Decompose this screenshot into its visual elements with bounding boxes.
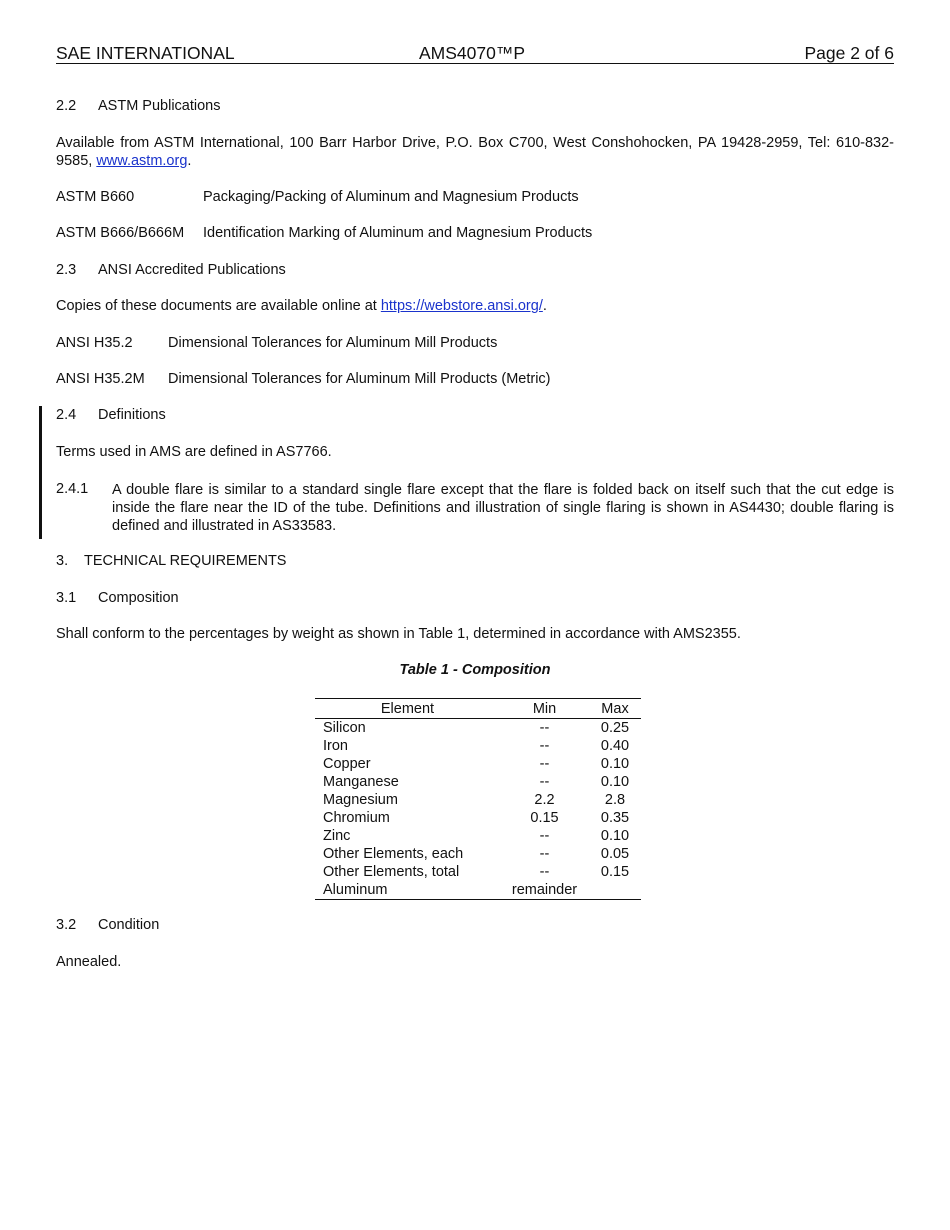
reference-ansi-h35-2m — [56, 371, 551, 387]
table-caption: Table 1 - Composition — [399, 662, 551, 678]
section-3-heading — [56, 553, 287, 569]
header-page-number: Page 2 of 6 — [804, 43, 894, 63]
reference-title: Dimensional Tolerances for Aluminum Mill Products — [168, 335, 498, 351]
table-row — [315, 881, 641, 900]
section-title: Definitions — [98, 407, 166, 423]
table-row — [315, 719, 641, 738]
cell-max: 2.8 — [604, 792, 626, 808]
cell-element: Copper — [323, 756, 371, 772]
column-header-min: Min — [500, 699, 589, 719]
cell-max: 0.10 — [600, 828, 630, 844]
table-row — [315, 827, 641, 845]
cell-element: Chromium — [323, 810, 390, 826]
availability-text: Available from ASTM International, 100 Barr Harbor Drive, P.O. Box C700, West Conshohocken, PA 19428-2959, Tel: 610-832-9585, — [56, 135, 894, 169]
cell-max — [589, 881, 641, 900]
cell-min: -- — [539, 774, 550, 790]
cell-element: Manganese — [323, 774, 399, 790]
cell-max: 0.40 — [600, 738, 630, 754]
subsection-2-4-1-number: 2.4.1 — [56, 481, 89, 497]
cell-min: remainder — [500, 881, 589, 900]
header-doc-id: AMS4070™P — [419, 43, 526, 63]
cell-element: Other Elements, each — [323, 846, 464, 862]
section-title: Composition — [98, 590, 179, 606]
reference-ansi-h35-2 — [56, 335, 498, 351]
reference-code: ANSI H35.2 — [56, 335, 133, 351]
cell-element: Other Elements, total — [323, 864, 460, 880]
section-number: 2.4 — [56, 407, 77, 423]
reference-title: Dimensional Tolerances for Aluminum Mill Products (Metric) — [168, 371, 551, 387]
section-2-3-heading — [56, 262, 286, 278]
cell-max: 0.10 — [600, 774, 630, 790]
section-number: 2.3 — [56, 262, 77, 278]
cell-min: -- — [539, 828, 550, 844]
section-title: TECHNICAL REQUIREMENTS — [84, 553, 287, 569]
cell-element: Aluminum — [315, 881, 500, 900]
table-row — [315, 863, 641, 881]
page-header — [56, 43, 894, 64]
table-row — [315, 737, 641, 755]
cell-min: 2.2 — [534, 792, 555, 808]
cell-max: 0.15 — [600, 864, 630, 880]
table-row — [315, 791, 641, 809]
section-2-4-heading — [56, 407, 166, 423]
availability-text: Copies of these documents are available online at — [56, 298, 377, 314]
reference-astm-b666 — [56, 225, 593, 241]
reference-code: ASTM B666/B666M — [56, 225, 185, 241]
reference-title: Packaging/Packing of Aluminum and Magnesium Products — [203, 189, 579, 205]
definitions-text: Terms used in AMS are defined in AS7766. — [56, 444, 332, 460]
reference-code: ANSI H35.2M — [56, 371, 145, 387]
astm-link[interactable]: www.astm.org — [96, 153, 188, 169]
cell-element: Zinc — [323, 828, 351, 844]
column-header-element: Element — [315, 699, 500, 719]
reference-code: ASTM B660 — [56, 189, 135, 205]
table-header-row — [315, 699, 641, 719]
cell-element: Magnesium — [323, 792, 398, 808]
cell-max: 0.10 — [600, 756, 630, 772]
cell-max: 0.35 — [600, 810, 630, 826]
section-title: ASTM Publications — [98, 98, 221, 114]
section-3-1-heading — [56, 590, 179, 606]
section-number: 3.2 — [56, 917, 77, 933]
section-title: ANSI Accredited Publications — [98, 262, 286, 278]
condition-text: Annealed. — [56, 954, 122, 970]
cell-min: -- — [539, 738, 550, 754]
astm-availability-paragraph: Available from ASTM International, 100 Barr Harbor Drive, P.O. Box C700, West Conshohocken, PA 19428-2959, Tel: 610-832-9585, www.astm.org. — [56, 135, 894, 169]
reference-astm-b660 — [56, 189, 579, 205]
column-header-max: Max — [589, 699, 641, 719]
cell-max: 0.05 — [600, 846, 630, 862]
cell-min: -- — [539, 846, 550, 862]
cell-element: Iron — [323, 738, 348, 754]
section-title: Condition — [98, 917, 160, 933]
cell-min: -- — [539, 864, 550, 880]
revision-change-bar — [39, 406, 42, 539]
composition-table — [315, 698, 641, 900]
section-2-2-heading — [56, 98, 221, 114]
section-number: 2.2 — [56, 98, 77, 114]
cell-min: -- — [539, 720, 550, 736]
section-number: 3.1 — [56, 590, 77, 606]
cell-min: -- — [539, 756, 550, 772]
composition-text: Shall conform to the percentages by weight as shown in Table 1, determined in accordance with AMS2355. — [56, 626, 741, 642]
table-row — [315, 809, 641, 827]
header-org: SAE INTERNATIONAL — [56, 43, 235, 63]
cell-min: 0.15 — [530, 810, 559, 826]
subsection-2-4-1-text: A double flare is similar to a standard single flare except that the flare is folded back on itself such that the cut edge is inside the flare near the ID of the tube. Definitions and illustration of single flaring is shown in AS4430; double flaring is defined and illustrated in AS33583. — [112, 482, 894, 534]
table-row — [315, 773, 641, 791]
section-number: 3. — [56, 553, 69, 569]
cell-max: 0.25 — [600, 720, 630, 736]
table-row — [315, 845, 641, 863]
table-row — [315, 755, 641, 773]
ansi-availability-paragraph: Copies of these documents are available online at https://webstore.ansi.org/. — [56, 298, 547, 314]
reference-title: Identification Marking of Aluminum and Magnesium Products — [203, 225, 593, 241]
ansi-link[interactable]: https://webstore.ansi.org/ — [380, 298, 543, 314]
cell-element: Silicon — [323, 720, 366, 736]
section-3-2-heading — [56, 917, 160, 933]
